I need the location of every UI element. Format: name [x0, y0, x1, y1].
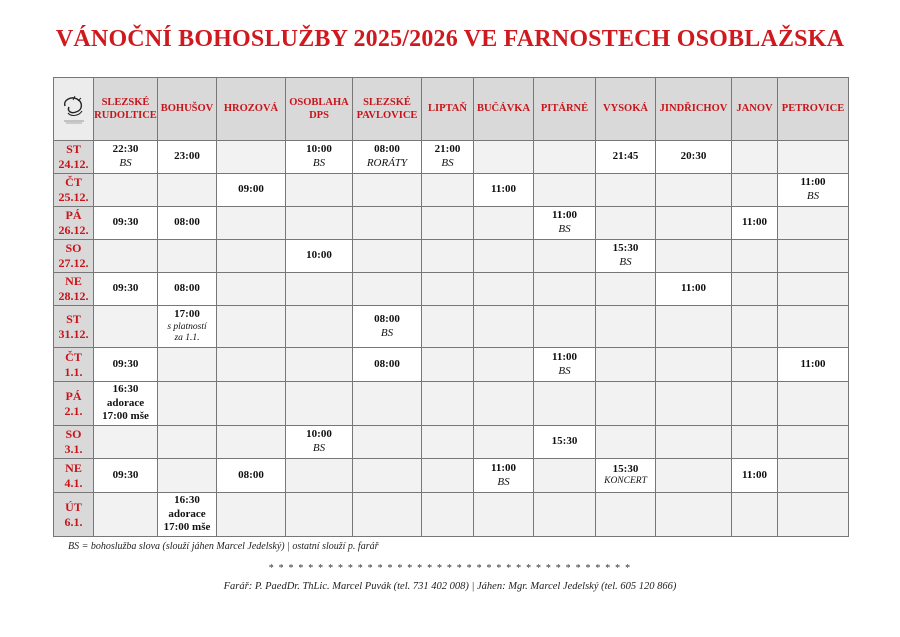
schedule-cell — [353, 174, 422, 207]
schedule-cell — [778, 426, 849, 459]
weekday-label: PÁ — [65, 208, 82, 222]
weekday-label: ST — [66, 142, 81, 156]
service-note: za 1.1. — [174, 333, 200, 344]
schedule-cell — [422, 426, 474, 459]
column-header-line: VYSOKÁ — [603, 103, 648, 115]
schedule-cell — [732, 493, 778, 537]
table-row — [54, 273, 849, 306]
column-header-line: PAVLOVICE — [356, 110, 418, 121]
schedule-cell — [596, 174, 656, 207]
schedule-cell — [778, 493, 849, 537]
schedule-cell — [474, 493, 534, 537]
service-time: 09:30 — [112, 282, 139, 295]
service-time: 16:30 — [112, 382, 139, 395]
service-time: 08:00 — [174, 216, 200, 229]
service-note: BS — [312, 157, 326, 169]
schedule-cell — [596, 141, 656, 174]
schedule-cell — [94, 207, 158, 240]
column-header-line: BUČÁVKA — [476, 103, 531, 115]
service-note: KONCERT — [604, 476, 647, 487]
day-cell — [54, 273, 94, 306]
schedule-cell — [158, 306, 217, 348]
schedule-cell — [732, 382, 778, 426]
service-detail: adorace — [106, 396, 145, 409]
schedule-cell — [778, 141, 849, 174]
day-cell — [54, 426, 94, 459]
table-row — [54, 141, 849, 174]
day-cell — [54, 493, 94, 537]
schedule-cell — [534, 382, 596, 426]
schedule-cell — [422, 459, 474, 493]
schedule-cell — [353, 207, 422, 240]
schedule-cell — [656, 174, 732, 207]
table-row — [54, 493, 849, 537]
parish-logo-icon — [59, 92, 89, 126]
schedule-cell — [158, 348, 217, 382]
service-time: 08:00 — [238, 468, 264, 481]
day-cell — [54, 382, 94, 426]
schedule-cell — [286, 207, 353, 240]
service-time: 10:00 — [306, 143, 332, 156]
schedule-cell — [656, 426, 732, 459]
column-header — [158, 78, 217, 141]
column-header-line: RUDOLTICE — [94, 110, 157, 121]
schedule-cell — [94, 240, 158, 273]
day-cell — [54, 207, 94, 240]
date-label: 3.1. — [64, 442, 83, 456]
service-detail: 17:00 mše — [163, 521, 211, 534]
schedule-cell — [286, 273, 353, 306]
schedule-cell — [732, 459, 778, 493]
weekday-label: PÁ — [65, 388, 82, 403]
schedule-cell — [286, 240, 353, 273]
date-label: 4.1. — [64, 475, 83, 490]
day-cell — [54, 141, 94, 174]
service-time: 11:00 — [680, 282, 707, 295]
schedule-cell — [422, 306, 474, 348]
schedule-cell — [474, 306, 534, 348]
schedule-cell — [474, 273, 534, 306]
service-note: BS — [312, 442, 326, 454]
column-header-line: PETROVICE — [781, 103, 845, 115]
schedule-cell — [94, 459, 158, 493]
service-note: BS — [558, 364, 571, 377]
service-note: BS — [441, 157, 454, 169]
service-detail: adorace — [168, 507, 206, 520]
schedule-cell — [778, 240, 849, 273]
schedule-cell — [286, 306, 353, 348]
service-time: 09:30 — [112, 357, 139, 370]
column-header — [217, 78, 286, 141]
schedule-cell — [94, 382, 158, 426]
schedule-cell — [778, 207, 849, 240]
service-note: RORÁTY — [366, 157, 408, 169]
legend-note: BS = bohoslužba slova (slouží jáhen Marcel Jedelský) | ostatní slouží p. farář — [68, 541, 379, 552]
column-header — [474, 78, 534, 141]
service-time: 08:00 — [374, 357, 400, 370]
column-header-line: PITÁRNÉ — [540, 103, 589, 115]
schedule-cell — [217, 174, 286, 207]
schedule-cell — [422, 207, 474, 240]
service-time: 11:00 — [551, 350, 578, 363]
schedule-cell — [732, 240, 778, 273]
schedule-cell — [286, 382, 353, 426]
date-label: 24.12. — [58, 157, 89, 171]
service-note: BS — [380, 326, 394, 339]
schedule-cell — [353, 459, 422, 493]
schedule-cell — [286, 141, 353, 174]
schedule-cell — [474, 348, 534, 382]
column-header-line: BOHUŠOV — [160, 103, 214, 115]
column-header-line: LIPTAŇ — [428, 103, 467, 115]
day-cell — [54, 306, 94, 348]
schedule-cell — [353, 382, 422, 426]
service-time: 11:00 — [490, 461, 517, 474]
weekday-label: NE — [65, 274, 82, 288]
schedule-cell — [217, 306, 286, 348]
date-label: 25.12. — [58, 190, 89, 204]
schedule-cell — [217, 141, 286, 174]
service-time: 16:30 — [174, 493, 200, 506]
schedule-cell — [353, 273, 422, 306]
day-cell — [54, 459, 94, 493]
schedule-cell — [732, 348, 778, 382]
header-row — [54, 78, 849, 141]
schedule-cell — [474, 459, 534, 493]
column-header — [353, 78, 422, 141]
service-note: s platností — [167, 321, 207, 332]
service-time: 22:30 — [112, 143, 139, 156]
schedule-cell — [534, 348, 596, 382]
column-header — [596, 78, 656, 141]
table-row — [54, 240, 849, 273]
service-time: 20:30 — [680, 150, 707, 163]
schedule-cell — [94, 174, 158, 207]
schedule-cell — [353, 348, 422, 382]
column-header — [286, 78, 353, 141]
schedule-cell — [596, 207, 656, 240]
schedule-cell — [94, 273, 158, 306]
schedule-cell — [158, 382, 217, 426]
schedule-cell — [158, 207, 217, 240]
schedule-cell — [732, 207, 778, 240]
service-time: 15:30 — [612, 242, 639, 255]
schedule-cell — [778, 459, 849, 493]
schedule-cell — [596, 240, 656, 273]
weekday-label: SO — [65, 241, 82, 255]
service-time: 11:00 — [800, 176, 826, 189]
schedule-cell — [732, 141, 778, 174]
service-time: 21:45 — [612, 150, 639, 163]
schedule-cell — [732, 426, 778, 459]
schedule-cell — [596, 273, 656, 306]
schedule-cell — [422, 141, 474, 174]
schedule-cell — [94, 426, 158, 459]
service-time: 11:00 — [800, 357, 826, 370]
schedule-cell — [534, 240, 596, 273]
service-time: 11:00 — [490, 183, 517, 196]
day-cell — [54, 348, 94, 382]
schedule-cell — [656, 459, 732, 493]
table-row — [54, 207, 849, 240]
schedule-cell — [656, 273, 732, 306]
schedule-cell — [158, 459, 217, 493]
stars-divider: * * * * * * * * * * * * * * * * * * * * * * * * * * * * * * * * * * * * * — [268, 563, 632, 574]
schedule-cell — [656, 348, 732, 382]
schedule-cell — [778, 348, 849, 382]
schedule-cell — [534, 493, 596, 537]
table-row — [54, 382, 849, 426]
service-time: 09:00 — [238, 183, 264, 196]
schedule-cell — [596, 459, 656, 493]
date-label: 6.1. — [64, 514, 83, 529]
schedule-cell — [94, 348, 158, 382]
schedule-cell — [217, 382, 286, 426]
column-header — [422, 78, 474, 141]
service-time: 09:30 — [112, 216, 139, 229]
schedule-cell — [422, 240, 474, 273]
service-note: BS — [119, 157, 132, 169]
schedule-cell — [778, 174, 849, 207]
schedule-cell — [474, 207, 534, 240]
table-row — [54, 426, 849, 459]
column-header-line: JINDŘICHOV — [659, 103, 728, 115]
date-label: 27.12. — [58, 256, 89, 270]
schedule-cell — [286, 174, 353, 207]
schedule-cell — [422, 493, 474, 537]
schedule-table — [53, 77, 849, 537]
weekday-label: NE — [65, 460, 82, 475]
service-time: 09:30 — [112, 468, 139, 481]
schedule-cell — [778, 382, 849, 426]
column-header-line: OSOBLAHA — [289, 96, 349, 108]
column-header-line: SLEZSKÉ — [363, 96, 411, 108]
service-time: 08:00 — [374, 143, 400, 156]
service-time: 21:00 — [434, 143, 461, 156]
schedule-cell — [94, 493, 158, 537]
schedule-cell — [534, 426, 596, 459]
schedule-cell — [474, 141, 534, 174]
schedule-cell — [422, 348, 474, 382]
schedule-cell — [217, 273, 286, 306]
column-header — [732, 78, 778, 141]
date-label: 28.12. — [58, 289, 89, 303]
service-time: 08:00 — [374, 312, 400, 325]
schedule-cell — [286, 426, 353, 459]
day-cell — [54, 240, 94, 273]
schedule-cell — [286, 493, 353, 537]
schedule-cell — [353, 493, 422, 537]
date-label: 26.12. — [58, 223, 89, 237]
date-label: 2.1. — [64, 403, 83, 418]
service-note: BS — [558, 223, 571, 235]
schedule-cell — [474, 426, 534, 459]
schedule-cell — [656, 207, 732, 240]
schedule-cell — [778, 306, 849, 348]
schedule-cell — [158, 240, 217, 273]
schedule-cell — [534, 306, 596, 348]
weekday-label: ČT — [65, 349, 82, 364]
table-row — [54, 348, 849, 382]
schedule-cell — [534, 174, 596, 207]
service-time: 15:30 — [551, 435, 578, 448]
schedule-cell — [217, 240, 286, 273]
schedule-cell — [217, 426, 286, 459]
schedule-cell — [596, 382, 656, 426]
schedule-cell — [596, 348, 656, 382]
service-time: 10:00 — [306, 428, 332, 441]
schedule-cell — [422, 382, 474, 426]
service-note: BS — [497, 475, 510, 488]
schedule-cell — [158, 174, 217, 207]
service-time: 15:30 — [612, 462, 639, 475]
table-row — [54, 174, 849, 207]
column-header — [534, 78, 596, 141]
service-time: 23:00 — [174, 150, 200, 163]
schedule-cell — [474, 174, 534, 207]
schedule-cell — [596, 306, 656, 348]
table-row — [54, 459, 849, 493]
service-note: BS — [806, 190, 820, 202]
schedule-cell — [656, 141, 732, 174]
column-header — [778, 78, 849, 141]
schedule-cell — [94, 306, 158, 348]
schedule-cell — [596, 493, 656, 537]
schedule-cell — [286, 459, 353, 493]
service-time: 17:00 — [174, 307, 200, 320]
schedule-cell — [656, 493, 732, 537]
schedule-cell — [158, 426, 217, 459]
schedule-cell — [732, 306, 778, 348]
schedule-cell — [534, 273, 596, 306]
schedule-cell — [286, 348, 353, 382]
footer-contacts: Farář: P. PaedDr. ThLic. Marcel Puvák (tel. 731 402 008) | Jáhen: Mgr. Marcel Jedelský (tel. 605 120 866) — [223, 581, 677, 592]
weekday-label: SO — [65, 427, 82, 441]
schedule-cell — [353, 240, 422, 273]
schedule-cell — [217, 207, 286, 240]
day-cell — [54, 174, 94, 207]
schedule-cell — [474, 240, 534, 273]
logo-cell — [54, 78, 94, 141]
service-time: 08:00 — [174, 282, 200, 295]
column-header — [656, 78, 732, 141]
schedule-cell — [422, 174, 474, 207]
schedule-cell — [217, 493, 286, 537]
service-detail: 17:00 mše — [102, 410, 149, 423]
schedule-cell — [217, 459, 286, 493]
schedule-cell — [778, 273, 849, 306]
schedule-cell — [353, 426, 422, 459]
schedule-cell — [422, 273, 474, 306]
date-label: 1.1. — [64, 364, 83, 379]
table-row — [54, 306, 849, 348]
column-header-line: HROZOVÁ — [223, 103, 279, 115]
service-time: 10:00 — [306, 249, 332, 262]
schedule-cell — [534, 207, 596, 240]
weekday-label: ST — [66, 311, 81, 326]
schedule-cell — [158, 141, 217, 174]
schedule-cell — [534, 141, 596, 174]
schedule-cell — [656, 306, 732, 348]
page-title: VÁNOČNÍ BOHOSLUŽBY 2025/2026 VE FARNOSTECH OSOBLAŽSKA — [55, 26, 845, 52]
schedule-cell — [596, 426, 656, 459]
schedule-cell — [353, 306, 422, 348]
column-header-line: JANOV — [736, 103, 773, 115]
schedule-cell — [732, 273, 778, 306]
service-time: 11:00 — [551, 209, 578, 222]
service-time: 11:00 — [741, 216, 768, 229]
schedule-cell — [94, 141, 158, 174]
column-header-line: DPS — [309, 110, 329, 121]
column-header — [94, 78, 158, 141]
schedule-cell — [474, 382, 534, 426]
weekday-label: ÚT — [65, 499, 82, 514]
weekday-label: ČT — [65, 175, 82, 189]
schedule-cell — [534, 459, 596, 493]
schedule-cell — [353, 141, 422, 174]
date-label: 31.12. — [58, 326, 89, 341]
schedule-cell — [158, 493, 217, 537]
schedule-cell — [656, 382, 732, 426]
schedule-cell — [217, 348, 286, 382]
column-header-line: SLEZSKÉ — [101, 96, 150, 108]
schedule-cell — [656, 240, 732, 273]
schedule-cell — [732, 174, 778, 207]
service-time: 11:00 — [741, 468, 768, 481]
schedule-cell — [158, 273, 217, 306]
service-note: BS — [619, 256, 632, 268]
